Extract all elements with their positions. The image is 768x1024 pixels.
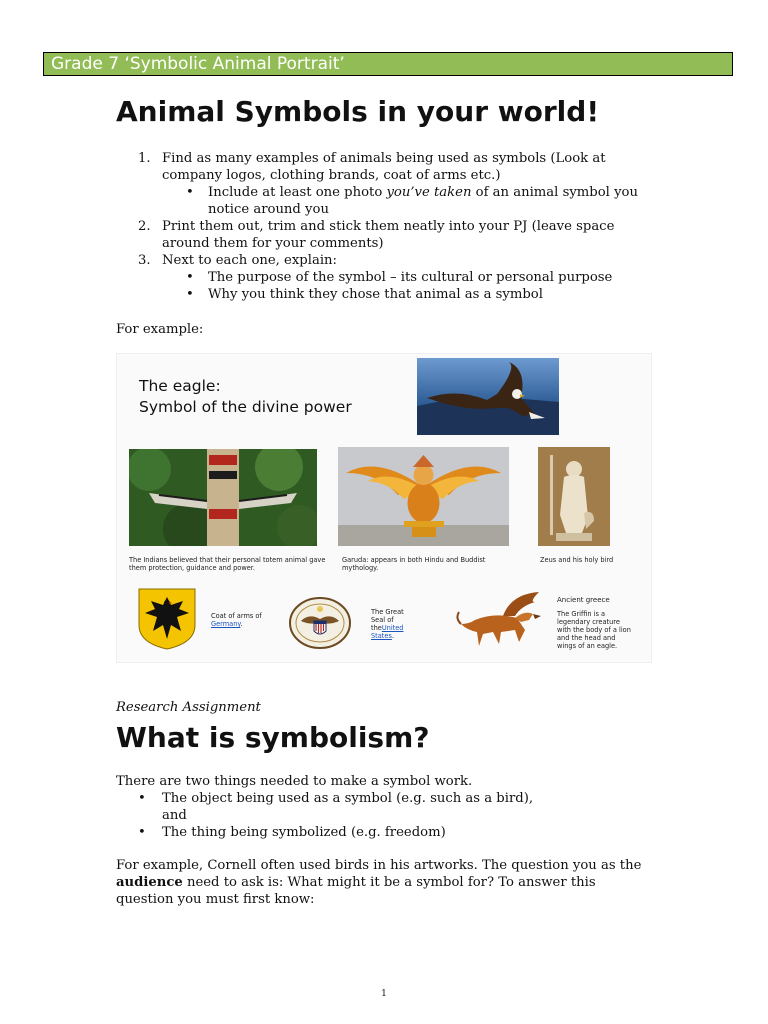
example-figure bbox=[116, 353, 652, 663]
sub-list-item bbox=[116, 269, 656, 286]
sub-text-after: of an animal symbol you notice around you bbox=[208, 185, 638, 217]
bullet-icon: • bbox=[186, 270, 194, 285]
section-title: What is symbolism? bbox=[116, 721, 430, 754]
griffin-title: Ancient greece bbox=[557, 596, 610, 604]
germany-caption bbox=[211, 612, 273, 628]
bullet-icon: • bbox=[186, 287, 194, 302]
seal-caption-line2: Seal of bbox=[371, 616, 394, 624]
list-text: Next to each one, explain: bbox=[162, 253, 337, 268]
zeus-caption: Zeus and his holy bird bbox=[540, 556, 614, 564]
page-title: Animal Symbols in your world! bbox=[116, 95, 600, 128]
para-after: need to ask is: What might it be a symbol for? To answer this question you must first know: bbox=[116, 875, 596, 907]
sub-text: The purpose of the symbol – its cultural or personal purpose bbox=[208, 270, 613, 285]
germany-coat-of-arms bbox=[135, 587, 199, 651]
list-item bbox=[116, 252, 656, 269]
list-item bbox=[116, 790, 656, 824]
eagle-photo bbox=[417, 358, 559, 435]
sub-text-before: Include at least one photo bbox=[208, 185, 387, 200]
symbolism-list bbox=[116, 790, 656, 841]
list-text: Find as many examples of animals being used as symbols (Look at company logos, clothing brands, coat of arms etc.) bbox=[162, 151, 606, 183]
sub-text: Why you think they chose that animal as a symbol bbox=[208, 287, 543, 302]
symbolism-intro: There are two things needed to make a symbol work. bbox=[116, 774, 473, 789]
figure-heading bbox=[139, 376, 352, 418]
list-item bbox=[116, 150, 656, 184]
section-kicker: Research Assignment bbox=[116, 700, 261, 715]
list-number: 1. bbox=[138, 151, 151, 166]
germany-caption-period: . bbox=[240, 620, 243, 628]
sub-text-emphasis: you’ve taken bbox=[386, 185, 472, 200]
totem-photo bbox=[129, 449, 317, 546]
page-number: 1 bbox=[381, 989, 387, 999]
griffin-image bbox=[455, 590, 551, 650]
griffin-caption: The Griffin is a legendary creature with the body of a lion and the head and wings of an eagle. bbox=[557, 610, 631, 650]
figure-heading-line1: The eagle: bbox=[139, 377, 221, 395]
germany-link[interactable]: Germany bbox=[211, 620, 241, 628]
seal-caption bbox=[371, 608, 411, 640]
bullet-icon: • bbox=[138, 825, 146, 840]
sub-list-item bbox=[116, 184, 656, 218]
list-text: The thing being symbolized (e.g. freedom) bbox=[162, 825, 446, 840]
list-item bbox=[116, 824, 656, 841]
garuda-photo bbox=[338, 447, 509, 546]
para-bold: audience bbox=[116, 875, 183, 890]
garuda-caption: Garuda: appears in both Hindu and Buddist mythology. bbox=[342, 556, 486, 572]
list-item bbox=[116, 218, 656, 252]
zeus-photo bbox=[538, 447, 610, 546]
sub-list-item bbox=[116, 286, 656, 303]
para-before: For example, Cornell often used birds in his artworks. The question you as the bbox=[116, 858, 642, 873]
list-text: Print them out, trim and stick them neatly into your PJ (leave space around them for your comments) bbox=[162, 219, 615, 251]
united-states-link[interactable]: United States bbox=[371, 624, 404, 640]
bullet-icon: • bbox=[186, 185, 194, 200]
us-great-seal bbox=[289, 597, 351, 649]
list-number: 3. bbox=[138, 253, 151, 268]
list-text: The object being used as a symbol (e.g. such as a bird), bbox=[162, 791, 534, 806]
figure-heading-line2: Symbol of the divine power bbox=[139, 398, 352, 416]
header-banner: Grade 7 ‘Symbolic Animal Portrait’ bbox=[43, 52, 733, 76]
seal-caption-period: . bbox=[391, 632, 394, 640]
cornell-paragraph bbox=[116, 857, 656, 908]
list-text-continuation: and bbox=[162, 808, 187, 823]
seal-caption-line1: The Great bbox=[371, 608, 404, 616]
instructions-list bbox=[116, 150, 656, 303]
list-number: 2. bbox=[138, 219, 151, 234]
totem-caption: The Indians believed that their personal totem animal gave them protection, guidance and power. bbox=[129, 556, 326, 572]
example-label: For example: bbox=[116, 322, 204, 337]
seal-caption-prefix: the bbox=[371, 624, 382, 632]
germany-caption-prefix: Coat of arms of bbox=[211, 612, 262, 620]
bullet-icon: • bbox=[138, 791, 146, 806]
